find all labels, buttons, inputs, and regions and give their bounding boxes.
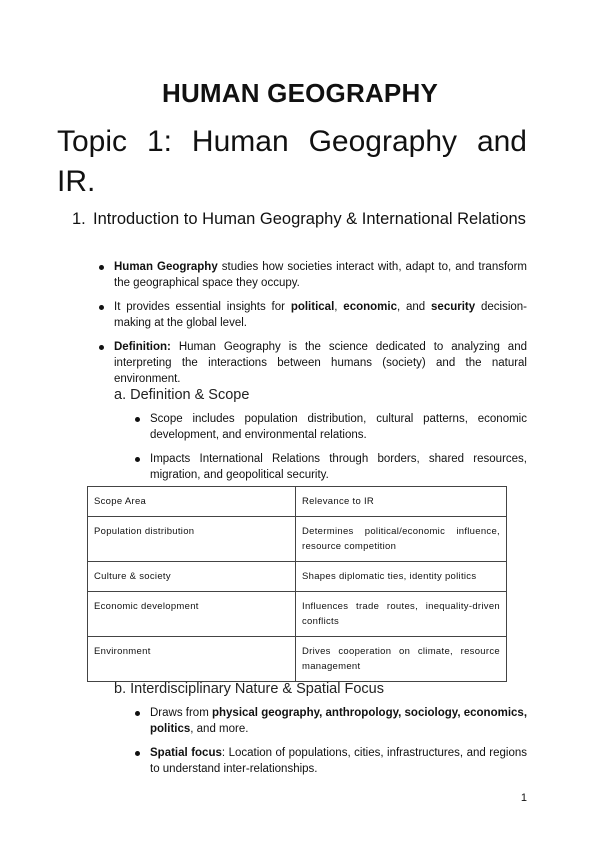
subsection-b-bullet-list [134,705,527,785]
list-item: Scope includes population distribution, cultural patterns, economic development, and environmental relations. [134,411,527,443]
topic-heading: Topic 1: Human Geography and IR. [57,125,527,198]
subsection-a-bullet-list [134,411,527,491]
section-heading [72,207,527,231]
list-item: Definition: Human Geography is the science dedicated to analyzing and interpreting the interactions between humans (society) and the natural environment. [98,339,527,387]
table-row [88,637,507,682]
table-header-cell: Relevance to IR [296,487,507,517]
table-cell: Influences trade routes, inequality-driven conflicts [296,592,507,637]
table-cell: Culture & society [88,562,296,592]
page-number: 1 [520,792,527,804]
table-cell: Environment [88,637,296,682]
list-item: Human Geography studies how societies interact with, adapt to, and transform the geographical space they occupy. [98,259,527,291]
section-number: 1. [72,210,86,228]
table-row [88,562,507,592]
table-cell: Economic development [88,592,296,637]
table-cell: Drives cooperation on climate, resource management [296,637,507,682]
table-cell: Shapes diplomatic ties, identity politics [296,562,507,592]
list-item: Impacts International Relations through borders, shared resources, migration, and geopolitical security. [134,451,527,483]
table-row [88,517,507,562]
table-cell: Population distribution [88,517,296,562]
list-item: It provides essential insights for political, economic, and security decision-making at the global level. [98,299,527,331]
table-cell: Determines political/economic influence, resource competition [296,517,507,562]
list-item: Draws from physical geography, anthropology, sociology, economics, politics, and more. [134,705,527,737]
table-header-cell: Scope Area [88,487,296,517]
table-row [88,592,507,637]
subsection-b-heading: b. Interdisciplinary Nature & Spatial Focus [114,681,384,697]
list-item: Spatial focus: Location of populations, cities, infrastructures, and regions to understand inter-relationships. [134,745,527,777]
document-title: HUMAN GEOGRAPHY [161,78,438,108]
subsection-a-heading: a. Definition & Scope [114,387,250,403]
table-header-row [88,487,507,517]
intro-bullet-list [98,259,527,395]
section-title: Introduction to Human Geography & International Relations [93,210,526,228]
scope-table [87,486,507,682]
